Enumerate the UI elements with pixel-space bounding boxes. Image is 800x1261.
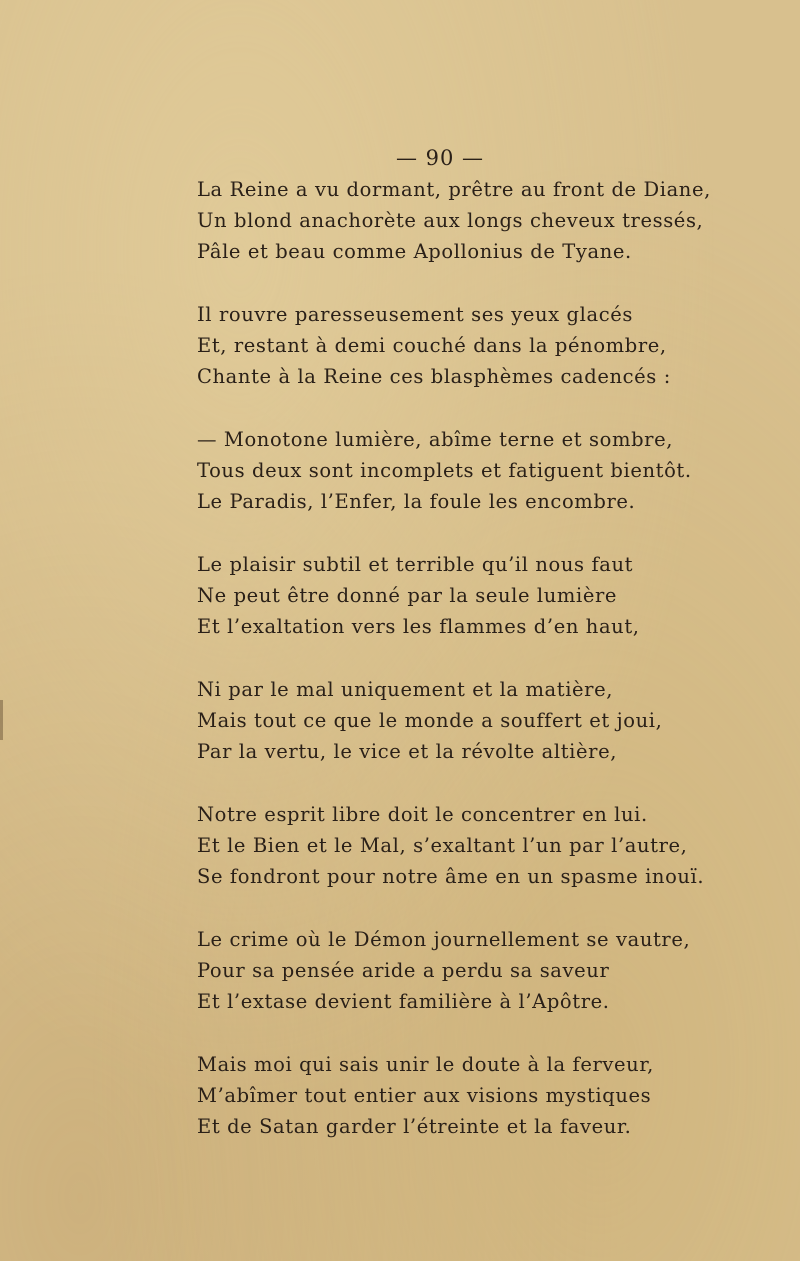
poem bbox=[197, 174, 777, 1174]
verse-line: Se fondront pour notre âme en un spasme inouï. bbox=[197, 865, 705, 888]
verse-line: La Reine a vu dormant, prêtre au front de Diane, bbox=[197, 178, 711, 201]
page-number: — 90 — bbox=[395, 146, 485, 170]
stanza bbox=[197, 424, 777, 517]
stanza bbox=[197, 299, 777, 392]
verse-line: Et, restant à demi couché dans la pénombre, bbox=[197, 334, 667, 357]
verse-line: Et l’extase devient familière à l’Apôtre. bbox=[197, 990, 610, 1013]
verse-line: Et de Satan garder l’étreinte et la faveur. bbox=[197, 1115, 632, 1138]
verse-line: Mais moi qui sais unir le doute à la ferveur, bbox=[197, 1053, 654, 1076]
verse-line: Le Paradis, l’Enfer, la foule les encombre. bbox=[197, 490, 636, 513]
verse-line: — Monotone lumière, abîme terne et sombre, bbox=[197, 428, 674, 451]
verse-line: Et l’exaltation vers les flammes d’en haut, bbox=[197, 615, 640, 638]
stanza bbox=[197, 174, 777, 267]
verse-line: Il rouvre paresseusement ses yeux glacés bbox=[197, 303, 633, 326]
stanza bbox=[197, 1049, 777, 1142]
verse-line: Chante à la Reine ces blasphèmes cadencés : bbox=[197, 365, 671, 388]
stanza bbox=[197, 799, 777, 892]
verse-line: Le crime où le Démon journellement se vautre, bbox=[197, 928, 691, 951]
verse-line: Tous deux sont incomplets et fatiguent bientôt. bbox=[197, 459, 692, 482]
verse-line: Mais tout ce que le monde a souffert et joui, bbox=[197, 709, 663, 732]
page-edge-mark bbox=[0, 700, 3, 740]
verse-line: Ni par le mal uniquement et la matière, bbox=[197, 678, 614, 701]
stanza bbox=[197, 674, 777, 767]
verse-line: Le plaisir subtil et terrible qu’il nous faut bbox=[197, 553, 634, 576]
stanza bbox=[197, 549, 777, 642]
verse-line: Pour sa pensée aride a perdu sa saveur bbox=[197, 959, 610, 982]
verse-line: Et le Bien et le Mal, s’exaltant l’un par l’autre, bbox=[197, 834, 688, 857]
verse-line: M’abîmer tout entier aux visions mystiques bbox=[197, 1084, 652, 1107]
verse-line: Un blond anachorète aux longs cheveux tressés, bbox=[197, 209, 704, 232]
verse-line: Pâle et beau comme Apollonius de Tyane. bbox=[197, 240, 632, 263]
verse-line: Notre esprit libre doit le concentrer en lui. bbox=[197, 803, 648, 826]
verse-line: Ne peut être donné par la seule lumière bbox=[197, 584, 618, 607]
verse-line: Par la vertu, le vice et la révolte altière, bbox=[197, 740, 618, 763]
stanza bbox=[197, 924, 777, 1017]
